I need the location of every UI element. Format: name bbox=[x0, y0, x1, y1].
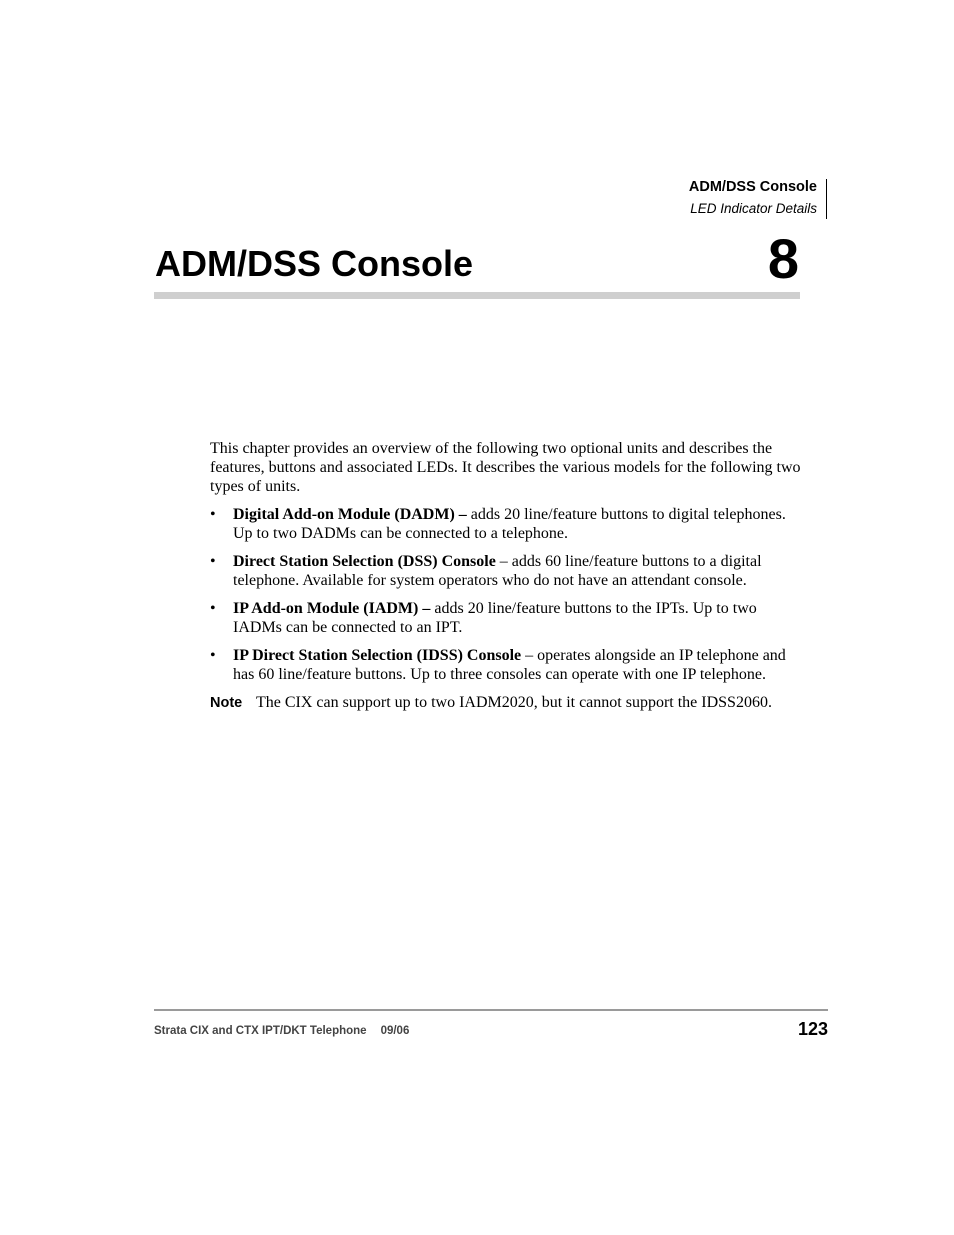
bullet-symbol: • bbox=[210, 506, 216, 523]
list-item bbox=[210, 646, 802, 684]
list-item-text: – operates alongside an IP telephone and has 60 line/feature buttons. Up to three consoles can operate with one IP telephone. bbox=[233, 647, 786, 683]
list-item bbox=[210, 552, 802, 590]
bullet-symbol: • bbox=[210, 647, 216, 664]
chapter-title-bar bbox=[154, 292, 800, 299]
list-item-term: IP Direct Station Selection (IDSS) Console bbox=[233, 647, 522, 664]
footer bbox=[154, 1025, 409, 1037]
bullet-symbol: • bbox=[210, 600, 216, 617]
note bbox=[210, 693, 802, 712]
note-label: Note bbox=[210, 695, 243, 711]
page-number: 123 bbox=[797, 1019, 828, 1039]
footer-document-title: Strata CIX and CTX IPT/DKT Telephone bbox=[154, 1025, 367, 1037]
list-item-text: adds 20 line/feature buttons to digital telephones. Up to two DADMs can be connected to a telephone. bbox=[233, 506, 786, 542]
unit-list bbox=[210, 505, 802, 684]
intro-paragraph: This chapter provides an overview of the following two optional units and describes the features, buttons and associated LEDs. It describes the various models for the following two types of units. bbox=[210, 440, 801, 495]
list-item-text: – adds 60 line/feature buttons to a digital telephone. Available for system operators who do not have an attendant console. bbox=[233, 553, 762, 589]
running-header-rule bbox=[826, 179, 827, 219]
chapter-title: ADM/DSS Console bbox=[155, 243, 474, 284]
running-header-subtitle: LED Indicator Details bbox=[690, 201, 817, 216]
footer-rule bbox=[154, 1009, 828, 1011]
bullet-symbol: • bbox=[210, 553, 216, 570]
list-item-text: adds 20 line/feature buttons to the IPTs. Up to two IADMs can be connected to an IPT. bbox=[233, 600, 757, 636]
list-item bbox=[210, 505, 802, 543]
list-item-term: IP Add-on Module (IADM) – bbox=[233, 600, 431, 617]
chapter-content bbox=[210, 439, 802, 712]
chapter-number: 8 bbox=[767, 227, 799, 290]
list-item bbox=[210, 599, 802, 637]
note-text: The CIX can support up to two IADM2020, but it cannot support the IDSS2060. bbox=[256, 694, 772, 711]
list-item-term: Digital Add-on Module (DADM) – bbox=[233, 506, 467, 523]
list-item-term: Direct Station Selection (DSS) Console bbox=[233, 553, 496, 570]
footer-date: 09/06 bbox=[380, 1025, 410, 1037]
running-header-title: ADM/DSS Console bbox=[688, 179, 817, 195]
running-header bbox=[689, 177, 817, 219]
